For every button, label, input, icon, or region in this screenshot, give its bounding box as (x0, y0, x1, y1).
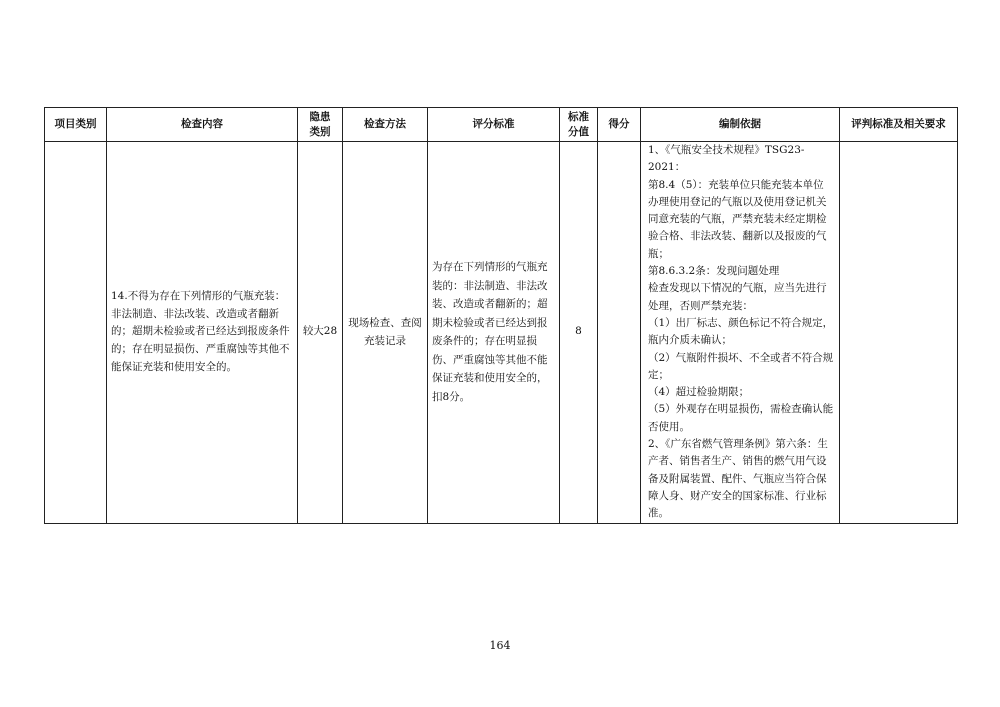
standard-score-text: 8 (575, 325, 582, 338)
basis-line: 1、《气瓶安全技术规程》TSG23-2021： (648, 144, 805, 174)
header-score: 得分 (598, 108, 641, 142)
content-text: 14.不得为存在下列情形的气瓶充装：非法制造、非法改装、改造或者翻新的；超期未检验或者已经达到报废条件的；存在明显损伤、严重腐蚀等其他不能保证充装和使用安全的。 (111, 290, 290, 373)
basis-line: 第8.6.3.2条：发现问题处理 (648, 265, 780, 278)
table-row (45, 142, 958, 524)
page-number: 164 (489, 639, 511, 652)
cell-basis (641, 142, 840, 524)
header-category: 项目类别 (45, 108, 107, 142)
header-standard-score (560, 108, 598, 142)
header-row (45, 108, 958, 142)
header-method: 检查方法 (343, 108, 428, 142)
cell-standard-score (560, 142, 598, 524)
cell-score (598, 142, 641, 524)
hazard-type-text: 较大28 (302, 325, 338, 338)
basis-text (641, 142, 839, 523)
scoring-text: 为存在下列情形的气瓶充装的：非法制造、非法改装、改造或者翻新的；超期未检验或者已经达到报废条件的；存在明显损伤、严重腐蚀等其他不能保证充装和使用安全的，扣8分。 (432, 261, 548, 403)
header-basis: 编制依据 (641, 108, 840, 142)
cell-requirements (840, 142, 958, 524)
basis-line: （2）气瓶附件损坏、不全或者不符合规定； (648, 351, 834, 381)
basis-line: （1）出厂标志、颜色标记不符合规定，瓶内介质未确认； (648, 316, 834, 347)
cell-content (107, 142, 298, 524)
cell-method (343, 142, 428, 524)
header-content: 检查内容 (107, 108, 298, 142)
basis-line: （4）超过检验期限； (648, 386, 750, 399)
cell-scoring (428, 142, 560, 524)
cell-hazard-type (298, 142, 343, 524)
header-hazard-type-text: 隐患 类别 (309, 110, 331, 138)
header-requirements: 评判标准及相关要求 (840, 108, 958, 142)
basis-line: 2、《广东省燃气管理条例》第六条：生产者、销售者生产、销售的燃气用气设备及附属装置、配件、气瓶应当符合保障人身、财产安全的国家标准、行业标准。 (648, 438, 828, 520)
inspection-table (44, 107, 958, 524)
header-scoring: 评分标准 (428, 108, 560, 142)
method-text: 现场检查、查阅充装记录 (348, 316, 422, 348)
basis-line: （5）外观存在明显损伤，需检查确认能否使用。 (648, 403, 834, 433)
header-hazard-type (298, 108, 343, 142)
header-standard-score-text: 标准 分值 (568, 110, 589, 138)
cell-category (45, 142, 107, 524)
basis-line: 第8.4（5）：充装单位只能充装本单位办理使用登记的气瓶以及使用登记机关同意充装的气瓶，严禁充装未经定期检验合格、非法改装、翻新以及报废的气瓶； (648, 178, 827, 260)
basis-line: 检查发现以下情况的气瓶，应当先进行处理，否则严禁充装： (648, 282, 827, 312)
